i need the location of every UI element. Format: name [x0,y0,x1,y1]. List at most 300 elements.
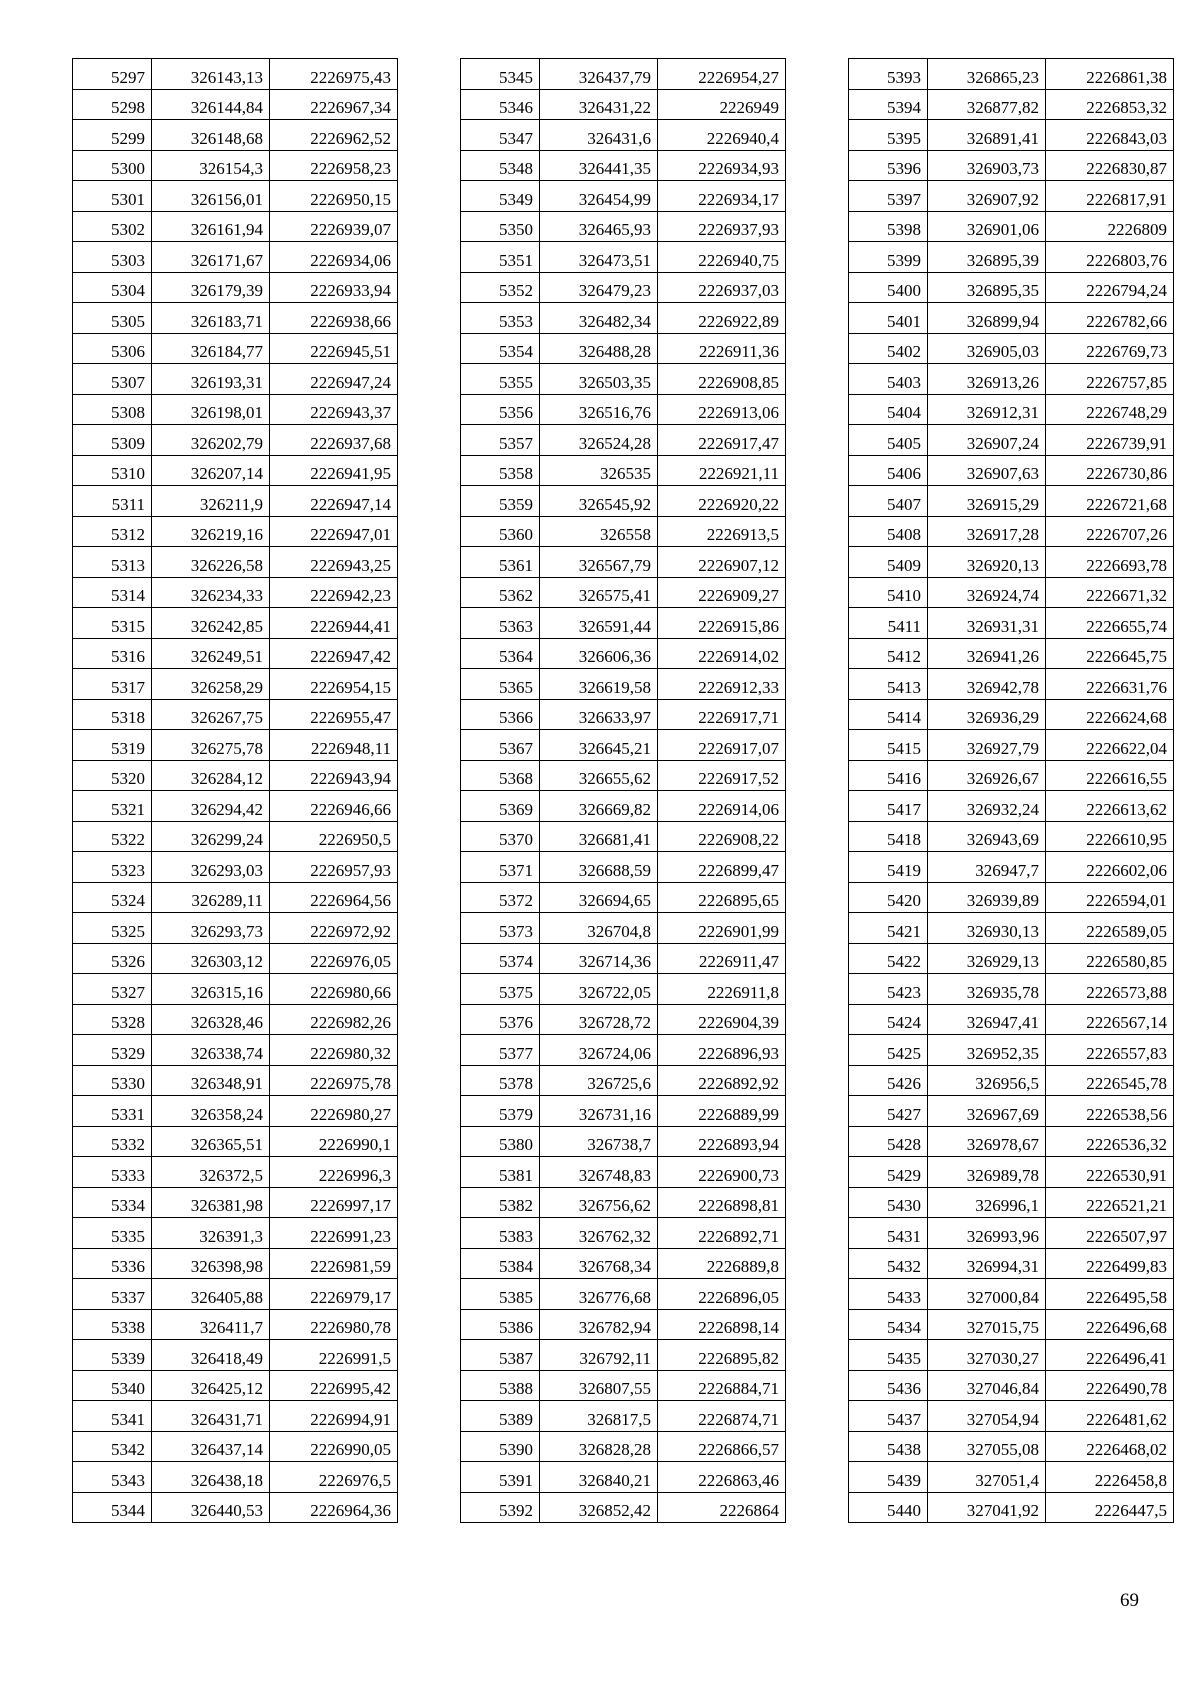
point-number-cell: 5414 [849,699,928,730]
point-number-cell: 5405 [849,425,928,456]
x-coordinate-cell: 326437,79 [540,59,658,90]
point-number-cell: 5423 [849,974,928,1005]
x-coordinate-cell: 326633,97 [540,699,658,730]
x-coordinate-cell: 326903,73 [928,150,1046,181]
x-coordinate-cell: 326725,6 [540,1065,658,1096]
x-coordinate-cell: 326365,51 [152,1126,270,1157]
point-number-cell: 5389 [461,1401,540,1432]
y-coordinate-cell: 2226967,34 [270,89,398,120]
y-coordinate-cell: 2226889,8 [658,1248,786,1279]
x-coordinate-cell: 326348,91 [152,1065,270,1096]
table-row [73,1431,398,1462]
table-row [461,638,786,669]
x-coordinate-cell: 327054,94 [928,1401,1046,1432]
y-coordinate-cell: 2226962,52 [270,120,398,151]
x-coordinate-cell: 326852,42 [540,1492,658,1523]
x-coordinate-cell: 326645,21 [540,730,658,761]
x-coordinate-cell: 326895,39 [928,242,1046,273]
point-number-cell: 5358 [461,455,540,486]
table-row [73,547,398,578]
y-coordinate-cell: 2226892,92 [658,1065,786,1096]
table-row [73,821,398,852]
x-coordinate-cell: 326935,78 [928,974,1046,1005]
point-number-cell: 5359 [461,486,540,517]
point-number-cell: 5339 [73,1340,152,1371]
point-number-cell: 5406 [849,455,928,486]
y-coordinate-cell: 2226940,75 [658,242,786,273]
x-coordinate-cell: 326143,13 [152,59,270,90]
point-number-cell: 5421 [849,913,928,944]
point-number-cell: 5321 [73,791,152,822]
x-coordinate-cell: 326171,67 [152,242,270,273]
table-row [849,913,1174,944]
x-coordinate-cell: 326156,01 [152,181,270,212]
point-number-cell: 5427 [849,1096,928,1127]
table-row [849,791,1174,822]
table-row [849,699,1174,730]
x-coordinate-cell: 326198,01 [152,394,270,425]
point-number-cell: 5330 [73,1065,152,1096]
point-number-cell: 5371 [461,852,540,883]
point-number-cell: 5440 [849,1492,928,1523]
y-coordinate-cell: 2226898,81 [658,1187,786,1218]
point-number-cell: 5360 [461,516,540,547]
table-row [73,1340,398,1371]
x-coordinate-cell: 326920,13 [928,547,1046,578]
table-row [461,943,786,974]
point-number-cell: 5340 [73,1370,152,1401]
point-number-cell: 5342 [73,1431,152,1462]
table-row [849,1157,1174,1188]
point-number-cell: 5315 [73,608,152,639]
point-number-cell: 5379 [461,1096,540,1127]
table-row [461,913,786,944]
table-row [849,1004,1174,1035]
point-number-cell: 5399 [849,242,928,273]
coordinate-table-body [849,59,1174,1523]
point-number-cell: 5323 [73,852,152,883]
y-coordinate-cell: 2226809 [1046,211,1174,242]
x-coordinate-cell: 326768,34 [540,1248,658,1279]
point-number-cell: 5350 [461,211,540,242]
point-number-cell: 5338 [73,1309,152,1340]
table-row [461,547,786,578]
x-coordinate-cell: 326924,74 [928,577,1046,608]
point-number-cell: 5364 [461,638,540,669]
x-coordinate-cell: 326927,79 [928,730,1046,761]
point-number-cell: 5326 [73,943,152,974]
table-row [73,1279,398,1310]
x-coordinate-cell: 326154,3 [152,150,270,181]
y-coordinate-cell: 2226904,39 [658,1004,786,1035]
y-coordinate-cell: 2226458,8 [1046,1462,1174,1493]
table-row [849,272,1174,303]
x-coordinate-cell: 326516,76 [540,394,658,425]
y-coordinate-cell: 2226896,05 [658,1279,786,1310]
point-number-cell: 5387 [461,1340,540,1371]
table-row [461,486,786,517]
table-row [849,577,1174,608]
x-coordinate-cell: 326315,16 [152,974,270,1005]
coordinate-table-3 [848,58,1174,1523]
x-coordinate-cell: 326567,79 [540,547,658,578]
y-coordinate-cell: 2226914,02 [658,638,786,669]
point-number-cell: 5343 [73,1462,152,1493]
page-number: 69 [1120,1590,1139,1611]
x-coordinate-cell: 326939,89 [928,882,1046,913]
table-row [849,211,1174,242]
point-number-cell: 5314 [73,577,152,608]
point-number-cell: 5305 [73,303,152,334]
x-coordinate-cell: 326817,5 [540,1401,658,1432]
y-coordinate-cell: 2226481,62 [1046,1401,1174,1432]
y-coordinate-cell: 2226913,06 [658,394,786,425]
y-coordinate-cell: 2226521,21 [1046,1187,1174,1218]
y-coordinate-cell: 2226545,78 [1046,1065,1174,1096]
point-number-cell: 5402 [849,333,928,364]
x-coordinate-cell: 326912,31 [928,394,1046,425]
y-coordinate-cell: 2226589,05 [1046,913,1174,944]
point-number-cell: 5324 [73,882,152,913]
y-coordinate-cell: 2226975,78 [270,1065,398,1096]
table-row [849,1187,1174,1218]
y-coordinate-cell: 2226933,94 [270,272,398,303]
x-coordinate-cell: 326441,35 [540,150,658,181]
point-number-cell: 5319 [73,730,152,761]
y-coordinate-cell: 2226982,26 [270,1004,398,1035]
y-coordinate-cell: 2226964,56 [270,882,398,913]
table-row [849,852,1174,883]
point-number-cell: 5438 [849,1431,928,1462]
x-coordinate-cell: 326952,35 [928,1035,1046,1066]
point-number-cell: 5372 [461,882,540,913]
x-coordinate-cell: 326688,59 [540,852,658,883]
table-row [849,638,1174,669]
x-coordinate-cell: 326207,14 [152,455,270,486]
y-coordinate-cell: 2226655,74 [1046,608,1174,639]
table-row [461,455,786,486]
y-coordinate-cell: 2226995,42 [270,1370,398,1401]
table-row [73,333,398,364]
x-coordinate-cell: 326669,82 [540,791,658,822]
table-row [73,943,398,974]
y-coordinate-cell: 2226899,47 [658,852,786,883]
table-row [73,272,398,303]
y-coordinate-cell: 2226893,94 [658,1126,786,1157]
y-coordinate-cell: 2226853,32 [1046,89,1174,120]
x-coordinate-cell: 326161,94 [152,211,270,242]
x-coordinate-cell: 326915,29 [928,486,1046,517]
table-row [461,852,786,883]
y-coordinate-cell: 2226917,71 [658,699,786,730]
x-coordinate-cell: 326936,29 [928,699,1046,730]
point-number-cell: 5417 [849,791,928,822]
y-coordinate-cell: 2226490,78 [1046,1370,1174,1401]
y-coordinate-cell: 2226975,43 [270,59,398,90]
table-row [461,1035,786,1066]
y-coordinate-cell: 2226944,41 [270,608,398,639]
coordinate-table-2 [460,58,786,1523]
x-coordinate-cell: 326681,41 [540,821,658,852]
point-number-cell: 5393 [849,59,928,90]
point-number-cell: 5391 [461,1462,540,1493]
y-coordinate-cell: 2226803,76 [1046,242,1174,273]
x-coordinate-cell: 326372,5 [152,1157,270,1188]
point-number-cell: 5354 [461,333,540,364]
table-row [73,211,398,242]
y-coordinate-cell: 2226892,71 [658,1218,786,1249]
table-row [461,730,786,761]
x-coordinate-cell: 326994,31 [928,1248,1046,1279]
y-coordinate-cell: 2226631,76 [1046,669,1174,700]
point-number-cell: 5312 [73,516,152,547]
x-coordinate-cell: 326293,73 [152,913,270,944]
table-row [461,669,786,700]
x-coordinate-cell: 326807,55 [540,1370,658,1401]
y-coordinate-cell: 2226610,95 [1046,821,1174,852]
y-coordinate-cell: 2226957,93 [270,852,398,883]
x-coordinate-cell: 326179,39 [152,272,270,303]
y-coordinate-cell: 2226942,23 [270,577,398,608]
y-coordinate-cell: 2226580,85 [1046,943,1174,974]
x-coordinate-cell: 326877,82 [928,89,1046,120]
y-coordinate-cell: 2226538,56 [1046,1096,1174,1127]
point-number-cell: 5376 [461,1004,540,1035]
y-coordinate-cell: 2226911,8 [658,974,786,1005]
point-number-cell: 5310 [73,455,152,486]
y-coordinate-cell: 2226964,36 [270,1492,398,1523]
table-row [461,333,786,364]
x-coordinate-cell: 326425,12 [152,1370,270,1401]
table-row [461,791,786,822]
y-coordinate-cell: 2226980,32 [270,1035,398,1066]
point-number-cell: 5395 [849,120,928,151]
x-coordinate-cell: 326724,06 [540,1035,658,1066]
table-row [461,211,786,242]
x-coordinate-cell: 326619,58 [540,669,658,700]
table-row [73,852,398,883]
y-coordinate-cell: 2226911,47 [658,943,786,974]
point-number-cell: 5337 [73,1279,152,1310]
point-number-cell: 5307 [73,364,152,395]
y-coordinate-cell: 2226557,83 [1046,1035,1174,1066]
coordinate-table-body [73,59,398,1523]
point-number-cell: 5353 [461,303,540,334]
table-row [849,1218,1174,1249]
table-row [73,150,398,181]
y-coordinate-cell: 2226896,93 [658,1035,786,1066]
point-number-cell: 5404 [849,394,928,425]
table-row [849,120,1174,151]
table-row [849,1279,1174,1310]
y-coordinate-cell: 2226602,06 [1046,852,1174,883]
table-row [461,608,786,639]
x-coordinate-cell: 326545,92 [540,486,658,517]
point-number-cell: 5304 [73,272,152,303]
point-number-cell: 5415 [849,730,928,761]
y-coordinate-cell: 2226938,66 [270,303,398,334]
point-number-cell: 5390 [461,1431,540,1462]
point-number-cell: 5374 [461,943,540,974]
y-coordinate-cell: 2226917,47 [658,425,786,456]
table-row [849,1340,1174,1371]
point-number-cell: 5346 [461,89,540,120]
point-number-cell: 5347 [461,120,540,151]
x-coordinate-cell: 326728,72 [540,1004,658,1035]
x-coordinate-cell: 326929,13 [928,943,1046,974]
point-number-cell: 5420 [849,882,928,913]
point-number-cell: 5396 [849,150,928,181]
x-coordinate-cell: 327055,08 [928,1431,1046,1462]
coordinate-table-1 [72,58,398,1523]
y-coordinate-cell: 2226898,14 [658,1309,786,1340]
point-number-cell: 5348 [461,150,540,181]
x-coordinate-cell: 326907,63 [928,455,1046,486]
y-coordinate-cell: 2226817,91 [1046,181,1174,212]
table-row [73,59,398,90]
y-coordinate-cell: 2226921,11 [658,455,786,486]
y-coordinate-cell: 2226495,58 [1046,1279,1174,1310]
x-coordinate-cell: 326606,36 [540,638,658,669]
y-coordinate-cell: 2226948,11 [270,730,398,761]
table-row [73,394,398,425]
y-coordinate-cell: 2226645,75 [1046,638,1174,669]
point-number-cell: 5357 [461,425,540,456]
y-coordinate-cell: 2226536,32 [1046,1126,1174,1157]
y-coordinate-cell: 2226907,12 [658,547,786,578]
point-number-cell: 5416 [849,760,928,791]
table-row [73,1126,398,1157]
table-row [461,303,786,334]
table-row [461,150,786,181]
point-number-cell: 5377 [461,1035,540,1066]
point-number-cell: 5298 [73,89,152,120]
y-coordinate-cell: 2226567,14 [1046,1004,1174,1035]
table-row [849,425,1174,456]
point-number-cell: 5334 [73,1187,152,1218]
point-number-cell: 5426 [849,1065,928,1096]
x-coordinate-cell: 326558 [540,516,658,547]
x-coordinate-cell: 326249,51 [152,638,270,669]
y-coordinate-cell: 2226981,59 [270,1248,398,1279]
point-number-cell: 5433 [849,1279,928,1310]
table-row [849,59,1174,90]
x-coordinate-cell: 326899,94 [928,303,1046,334]
table-row [849,1492,1174,1523]
point-number-cell: 5388 [461,1370,540,1401]
table-row [461,1096,786,1127]
table-row [73,608,398,639]
table-row [461,1126,786,1157]
point-number-cell: 5366 [461,699,540,730]
table-row [73,242,398,273]
point-number-cell: 5436 [849,1370,928,1401]
table-row [849,1065,1174,1096]
y-coordinate-cell: 2226693,78 [1046,547,1174,578]
x-coordinate-cell: 326338,74 [152,1035,270,1066]
y-coordinate-cell: 2226980,27 [270,1096,398,1127]
y-coordinate-cell: 2226996,3 [270,1157,398,1188]
table-row [849,1035,1174,1066]
table-row [461,1004,786,1035]
x-coordinate-cell: 326438,18 [152,1462,270,1493]
x-coordinate-cell: 326303,12 [152,943,270,974]
table-row [849,1096,1174,1127]
point-number-cell: 5327 [73,974,152,1005]
table-row [461,394,786,425]
x-coordinate-cell: 326762,32 [540,1218,658,1249]
y-coordinate-cell: 2226895,65 [658,882,786,913]
y-coordinate-cell: 2226954,27 [658,59,786,90]
x-coordinate-cell: 326418,49 [152,1340,270,1371]
point-number-cell: 5318 [73,699,152,730]
y-coordinate-cell: 2226939,07 [270,211,398,242]
table-row [461,425,786,456]
point-number-cell: 5429 [849,1157,928,1188]
point-number-cell: 5385 [461,1279,540,1310]
x-coordinate-cell: 326454,99 [540,181,658,212]
x-coordinate-cell: 326144,84 [152,89,270,120]
table-row [461,1462,786,1493]
table-row [461,272,786,303]
point-number-cell: 5363 [461,608,540,639]
point-number-cell: 5419 [849,852,928,883]
point-number-cell: 5313 [73,547,152,578]
point-number-cell: 5398 [849,211,928,242]
table-row [73,120,398,151]
table-row [73,974,398,1005]
y-coordinate-cell: 2226721,68 [1046,486,1174,517]
point-number-cell: 5331 [73,1096,152,1127]
table-row [73,699,398,730]
x-coordinate-cell: 326947,7 [928,852,1046,883]
table-row [73,1218,398,1249]
x-coordinate-cell: 326391,3 [152,1218,270,1249]
y-coordinate-cell: 2226884,71 [658,1370,786,1401]
y-coordinate-cell: 2226912,33 [658,669,786,700]
table-row [849,486,1174,517]
x-coordinate-cell: 326411,7 [152,1309,270,1340]
y-coordinate-cell: 2226866,57 [658,1431,786,1462]
table-row [73,669,398,700]
y-coordinate-cell: 2226972,92 [270,913,398,944]
x-coordinate-cell: 326941,26 [928,638,1046,669]
x-coordinate-cell: 326267,75 [152,699,270,730]
y-coordinate-cell: 2226900,73 [658,1157,786,1188]
y-coordinate-cell: 2226594,01 [1046,882,1174,913]
y-coordinate-cell: 2226947,01 [270,516,398,547]
point-number-cell: 5345 [461,59,540,90]
y-coordinate-cell: 2226447,5 [1046,1492,1174,1523]
x-coordinate-cell: 327041,92 [928,1492,1046,1523]
x-coordinate-cell: 326258,29 [152,669,270,700]
x-coordinate-cell: 326738,7 [540,1126,658,1157]
y-coordinate-cell: 2226980,66 [270,974,398,1005]
y-coordinate-cell: 2226991,5 [270,1340,398,1371]
y-coordinate-cell: 2226940,4 [658,120,786,151]
point-number-cell: 5301 [73,181,152,212]
x-coordinate-cell: 326694,65 [540,882,658,913]
y-coordinate-cell: 2226911,36 [658,333,786,364]
table-row [73,1065,398,1096]
x-coordinate-cell: 326748,83 [540,1157,658,1188]
table-row [849,89,1174,120]
y-coordinate-cell: 2226950,5 [270,821,398,852]
x-coordinate-cell: 326202,79 [152,425,270,456]
point-number-cell: 5431 [849,1218,928,1249]
x-coordinate-cell: 327030,27 [928,1340,1046,1371]
table-row [849,303,1174,334]
